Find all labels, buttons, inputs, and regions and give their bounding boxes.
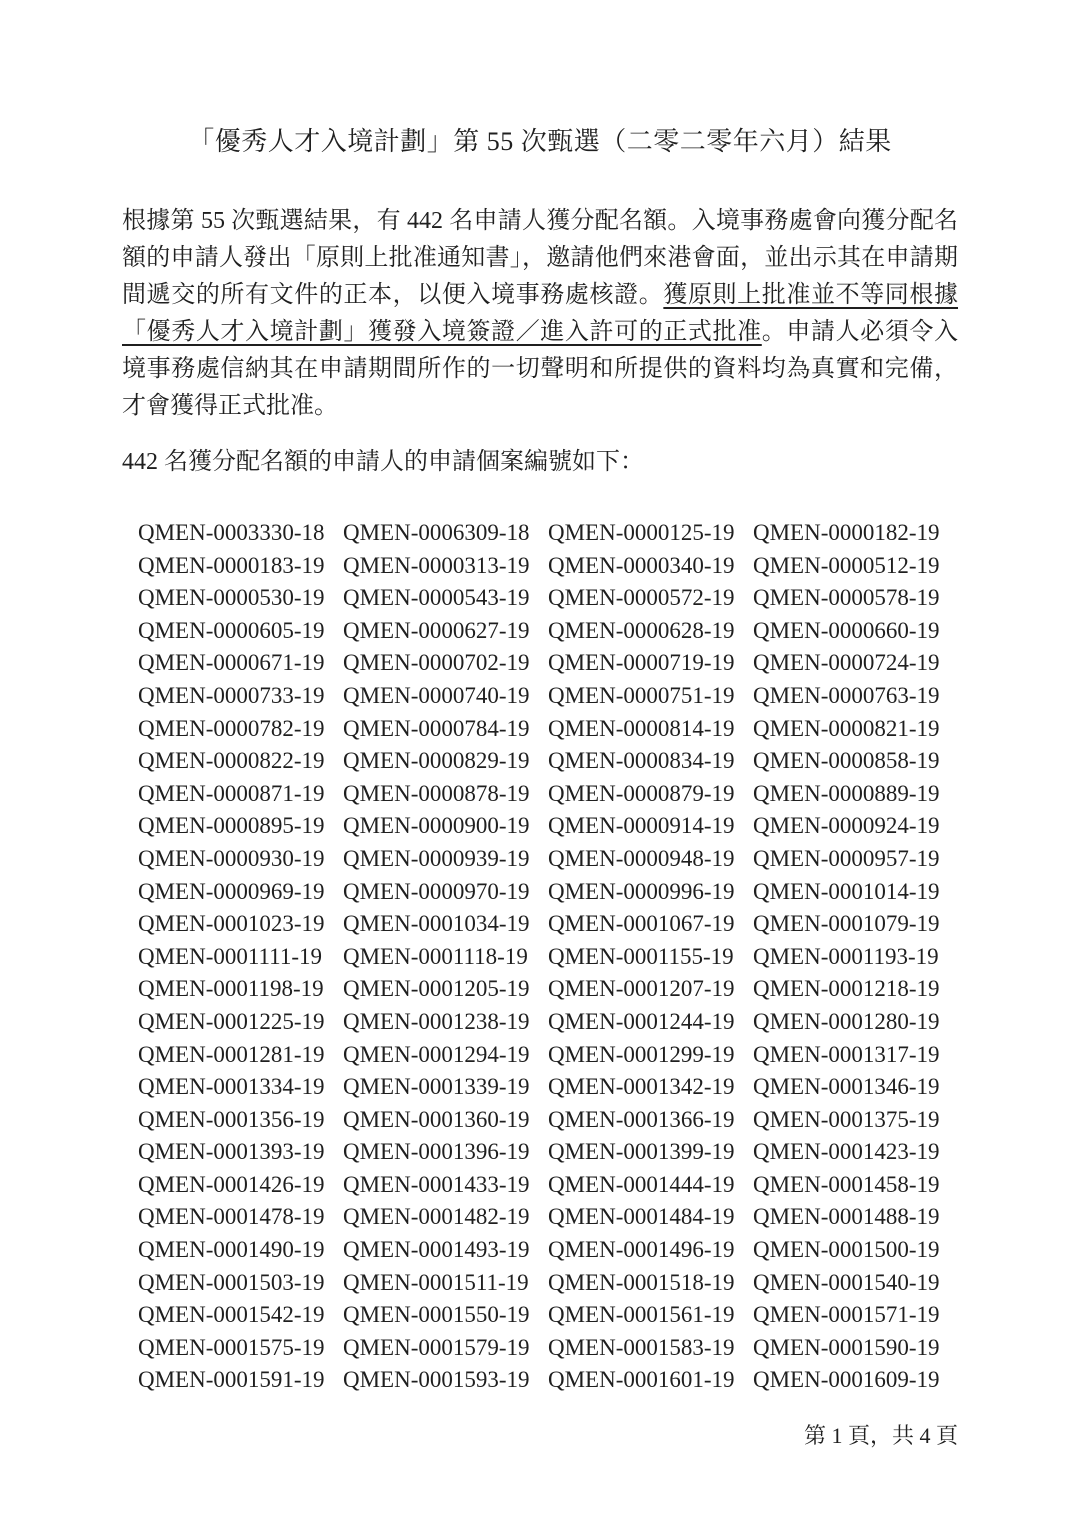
case-number: QMEN-0001511-19 — [343, 1269, 529, 1295]
case-number: QMEN-0000782-19 — [138, 715, 325, 741]
case-number: QMEN-0001500-19 — [753, 1237, 940, 1263]
case-number: QMEN-0001609-19 — [753, 1367, 940, 1393]
paragraph-underlined-text: 獲原則上批准並不等同根據「優秀人才入境計劃」獲發入境簽證／進入許可的正式批准 — [122, 282, 959, 345]
case-number: QMEN-0001478-19 — [138, 1204, 325, 1230]
case-number: QMEN-0000895-19 — [138, 813, 325, 839]
case-number: QMEN-0001280-19 — [753, 1008, 940, 1034]
case-number: QMEN-0001496-19 — [548, 1237, 735, 1263]
case-number: QMEN-0000660-19 — [753, 617, 940, 643]
case-number: QMEN-0000814-19 — [548, 715, 735, 741]
case-number: QMEN-0000948-19 — [548, 845, 735, 871]
case-number: QMEN-0001218-19 — [753, 976, 940, 1002]
case-number: QMEN-0001356-19 — [138, 1106, 325, 1132]
case-number: QMEN-0000878-19 — [343, 780, 530, 806]
case-number: QMEN-0000924-19 — [753, 813, 940, 839]
case-number: QMEN-0000313-19 — [343, 552, 530, 578]
case-number: QMEN-0001423-19 — [753, 1139, 940, 1165]
case-number: QMEN-0000512-19 — [753, 552, 940, 578]
case-number: QMEN-0001205-19 — [343, 976, 530, 1002]
case-number: QMEN-0001593-19 — [343, 1367, 530, 1393]
case-number: QMEN-0001426-19 — [138, 1171, 325, 1197]
case-number: QMEN-0001366-19 — [548, 1106, 735, 1132]
page-indicator: 第 1 頁，共 4 頁 — [803, 1423, 958, 1448]
case-number: QMEN-0000530-19 — [138, 585, 325, 611]
case-number: QMEN-0000970-19 — [343, 878, 530, 904]
case-number: QMEN-0000543-19 — [343, 585, 530, 611]
case-number: QMEN-0000930-19 — [138, 845, 325, 871]
case-number: QMEN-0000572-19 — [548, 585, 735, 611]
case-number: QMEN-0000914-19 — [548, 813, 735, 839]
case-number: QMEN-0001542-19 — [138, 1302, 325, 1328]
case-number: QMEN-0000879-19 — [548, 780, 735, 806]
case-number: QMEN-0001342-19 — [548, 1074, 735, 1100]
case-number: QMEN-0000889-19 — [753, 780, 940, 806]
case-number: QMEN-0000784-19 — [343, 715, 530, 741]
case-number: QMEN-0001299-19 — [548, 1041, 735, 1067]
case-number: QMEN-0000822-19 — [138, 748, 325, 774]
case-number: QMEN-0001484-19 — [548, 1204, 735, 1230]
case-number: QMEN-0000627-19 — [343, 617, 530, 643]
case-number-list — [122, 517, 958, 1397]
case-number: QMEN-0000740-19 — [343, 682, 530, 708]
case-number: QMEN-0000605-19 — [138, 617, 325, 643]
case-number: QMEN-0001561-19 — [548, 1302, 735, 1328]
page-footer — [804, 1422, 958, 1450]
case-number: QMEN-0001583-19 — [548, 1334, 735, 1360]
case-number: QMEN-0001346-19 — [753, 1074, 940, 1100]
case-number: QMEN-0001458-19 — [753, 1171, 940, 1197]
case-number: QMEN-0006309-18 — [343, 520, 530, 545]
case-number: QMEN-0000719-19 — [548, 650, 735, 676]
case-number: QMEN-0001023-19 — [138, 911, 325, 937]
case-number: QMEN-0001396-19 — [343, 1139, 530, 1165]
case-number: QMEN-0001503-19 — [138, 1269, 325, 1295]
case-number: QMEN-0000671-19 — [138, 650, 325, 676]
case-number: QMEN-0000834-19 — [548, 748, 735, 774]
case-number: QMEN-0001244-19 — [548, 1008, 735, 1034]
case-number: QMEN-0001155-19 — [548, 943, 734, 969]
case-number: QMEN-0001014-19 — [753, 878, 940, 904]
case-number: QMEN-0001360-19 — [343, 1106, 530, 1132]
case-number: QMEN-0000628-19 — [548, 617, 735, 643]
case-number: QMEN-0001393-19 — [138, 1139, 325, 1165]
case-number: QMEN-0001490-19 — [138, 1237, 325, 1263]
case-number: QMEN-0001550-19 — [343, 1302, 530, 1328]
case-number: QMEN-0001399-19 — [548, 1139, 735, 1165]
case-number: QMEN-0001079-19 — [753, 911, 940, 937]
case-number: QMEN-0000969-19 — [138, 878, 325, 904]
case-number: QMEN-0001225-19 — [138, 1008, 325, 1034]
case-number: QMEN-0000751-19 — [548, 682, 735, 708]
case-number: QMEN-0000900-19 — [343, 813, 530, 839]
case-number: QMEN-0003330-18 — [138, 520, 325, 545]
case-number: QMEN-0001067-19 — [548, 911, 735, 937]
case-number: QMEN-0000182-19 — [753, 520, 940, 545]
case-number: QMEN-0001590-19 — [753, 1334, 940, 1360]
case-number: QMEN-0001540-19 — [753, 1269, 940, 1295]
page-title: 「優秀人才入境計劃」第 55 次甄選（二零二零年六月）結果 — [188, 127, 892, 156]
case-number: QMEN-0001118-19 — [343, 943, 528, 969]
case-number: QMEN-0001601-19 — [548, 1367, 735, 1393]
case-number: QMEN-0000125-19 — [548, 520, 735, 545]
case-number: QMEN-0000733-19 — [138, 682, 325, 708]
case-list-intro: 442 名獲分配名額的申請人的申請個案編號如下： — [122, 449, 644, 475]
case-number: QMEN-0000957-19 — [753, 845, 940, 871]
case-number: QMEN-0001493-19 — [343, 1237, 530, 1263]
case-number: QMEN-0000183-19 — [138, 552, 325, 578]
case-number: QMEN-0000763-19 — [753, 682, 940, 708]
case-number: QMEN-0001375-19 — [753, 1106, 940, 1132]
case-number: QMEN-0000724-19 — [753, 650, 940, 676]
case-number: QMEN-0001339-19 — [343, 1074, 530, 1100]
case-number: QMEN-0000821-19 — [753, 715, 940, 741]
case-number: QMEN-0001238-19 — [343, 1008, 530, 1034]
case-number: QMEN-0001518-19 — [548, 1269, 735, 1295]
case-number: QMEN-0001575-19 — [138, 1334, 325, 1360]
case-number: QMEN-0001334-19 — [138, 1074, 325, 1100]
case-number: QMEN-0001433-19 — [343, 1171, 530, 1197]
case-number: QMEN-0001571-19 — [753, 1302, 940, 1328]
case-number: QMEN-0000996-19 — [548, 878, 735, 904]
case-number: QMEN-0000858-19 — [753, 748, 940, 774]
case-number: QMEN-0001579-19 — [343, 1334, 530, 1360]
case-number: QMEN-0000939-19 — [343, 845, 530, 871]
case-number: QMEN-0000578-19 — [753, 585, 940, 611]
case-number: QMEN-0000340-19 — [548, 552, 735, 578]
case-number: QMEN-0000829-19 — [343, 748, 530, 774]
case-number: QMEN-0001482-19 — [343, 1204, 530, 1230]
case-number: QMEN-0001317-19 — [753, 1041, 940, 1067]
paragraph-text-after: 。申請人必須令入境事務處信納其在申請期間所作的一切聲明和所提供的資料均為真實和完備，才會獲得正式批准。 — [122, 319, 959, 419]
case-number: QMEN-0001488-19 — [753, 1204, 940, 1230]
intro-paragraph — [122, 203, 958, 425]
case-number: QMEN-0001034-19 — [343, 911, 530, 937]
case-number: QMEN-0000871-19 — [138, 780, 325, 806]
case-number: QMEN-0001111-19 — [138, 943, 322, 969]
case-number: QMEN-0001444-19 — [548, 1171, 735, 1197]
case-number: QMEN-0001591-19 — [138, 1367, 325, 1393]
case-number: QMEN-0001198-19 — [138, 976, 324, 1002]
case-number: QMEN-0001207-19 — [548, 976, 735, 1002]
case-number: QMEN-0001193-19 — [753, 943, 939, 969]
case-number: QMEN-0001294-19 — [343, 1041, 530, 1067]
case-number: QMEN-0000702-19 — [343, 650, 530, 676]
case-number: QMEN-0001281-19 — [138, 1041, 325, 1067]
paragraph-text-before: 根據第 55 次甄選結果，有 442 名申請人獲分配名額。入境事務處會向獲分配名額的申請人發出「原則上批准通知書」，邀請他們來港會面，並出示其在申請期間遞交的所有文件的正本，以便入境事務處核證。 — [122, 208, 958, 308]
